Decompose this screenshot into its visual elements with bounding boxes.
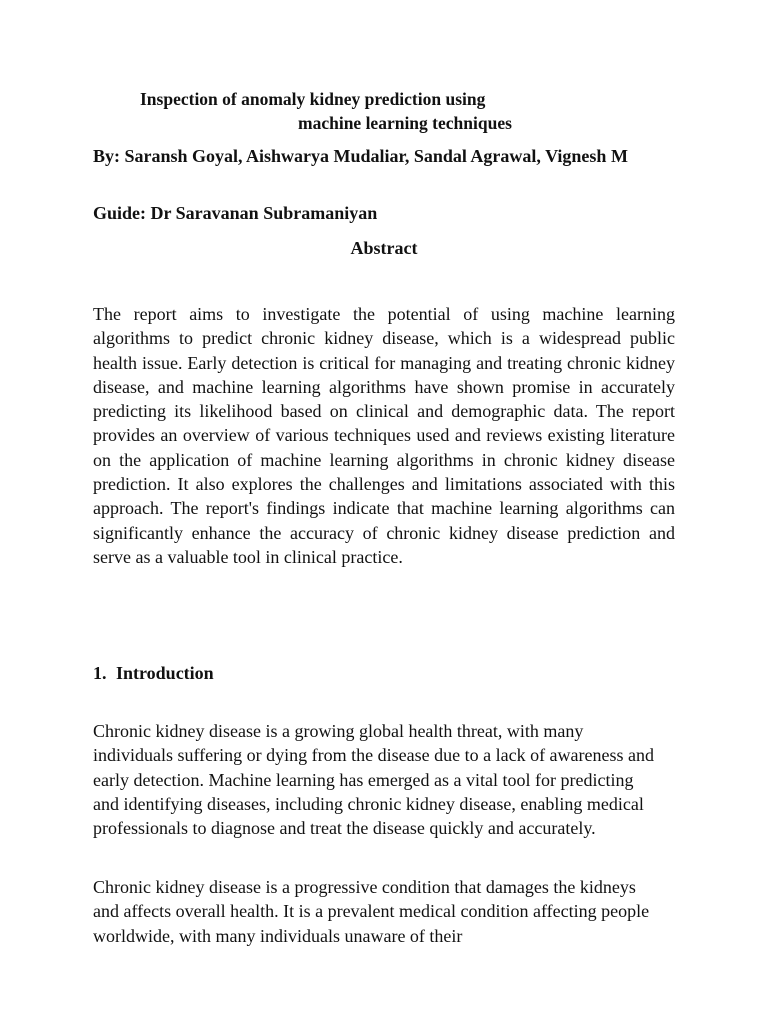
paper-title-line-1: Inspection of anomaly kidney prediction using	[140, 89, 486, 109]
section-heading-introduction	[93, 661, 214, 686]
introduction-paragraph-2: Chronic kidney disease is a progressive condition that damages the kidneys and affects overall health. It is a prevalent medical condition affecting people worldwide, with many individuals unaware of their	[93, 877, 650, 946]
paper-title-line-2: machine learning techniques	[298, 113, 512, 133]
section-title: Introduction	[116, 663, 214, 683]
section-number: 1.	[93, 663, 107, 683]
introduction-paragraph-1: Chronic kidney disease is a growing global health threat, with many individuals suffering or dying from the disease due to a lack of awareness and early detection. Machine learning has emerged as a vital tool for predicting and identifying diseases, including chronic kidney disease, enabling medical professionals to diagnose and treat the disease quickly and accurately.	[93, 721, 655, 839]
guide-name: Guide: Dr Saravanan Subramaniyan	[93, 203, 378, 223]
abstract-heading: Abstract	[350, 238, 418, 258]
author-list: By: Saransh Goyal, Aishwarya Mudaliar, Sandal Agrawal, Vignesh M	[93, 146, 628, 166]
abstract-body: The report aims to investigate the potential of using machine learning algorithms to predict chronic kidney disease, which is a widespread public health issue. Early detection is critical for managing and treating chronic kidney disease, and machine learning algorithms have shown promise in accurately predicting its likelihood based on clinical and demographic data. The report provides an overview of various techniques used and reviews existing literature on the application of machine learning algorithms in chronic kidney disease prediction. It also explores the challenges and limitations associated with this approach. The report's findings indicate that machine learning algorithms can significantly enhance the accuracy of chronic kidney disease prediction and serve as a valuable tool in clinical practice.	[93, 304, 675, 567]
